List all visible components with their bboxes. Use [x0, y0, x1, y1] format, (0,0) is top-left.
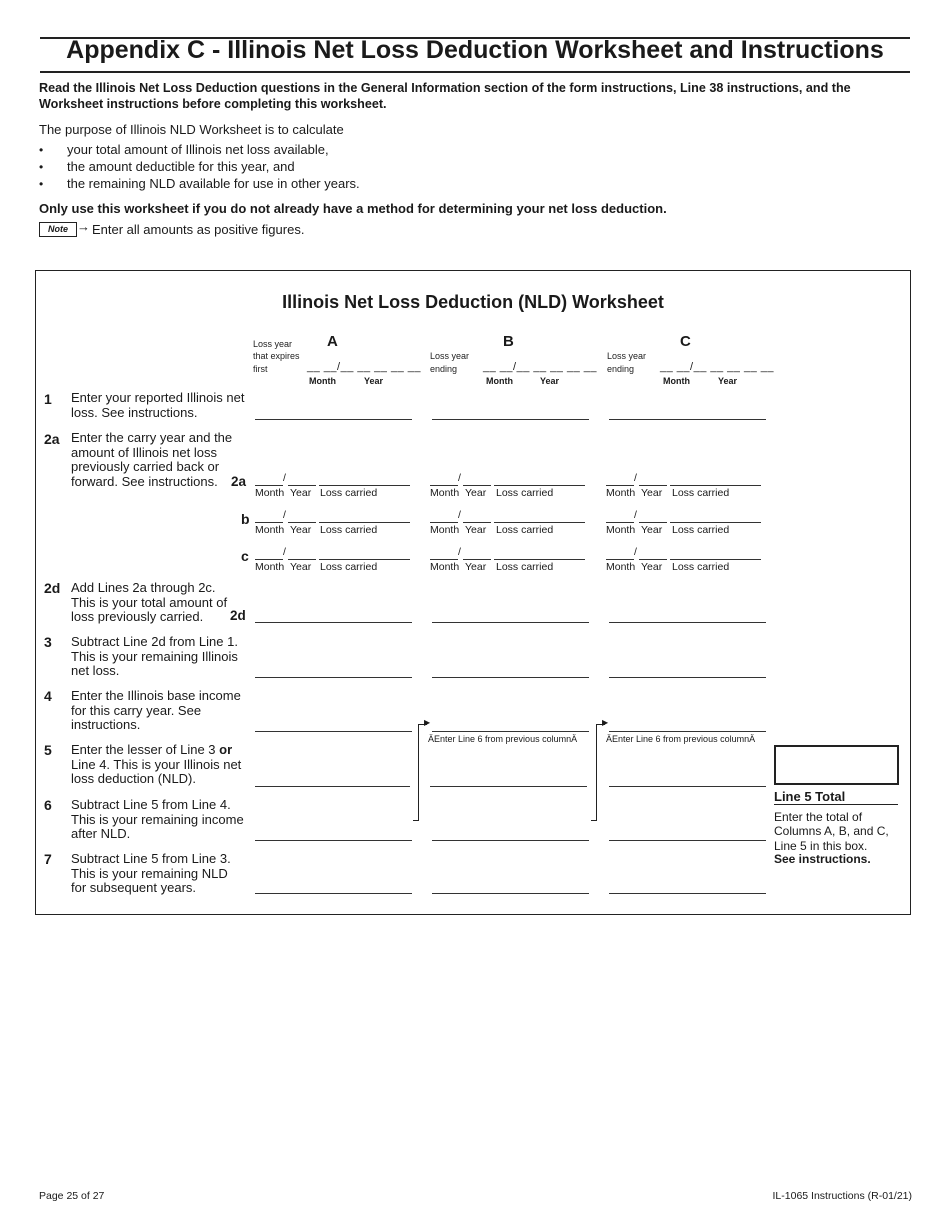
enter-prev-mark: Ä: [571, 734, 578, 744]
line-3-col-c-field[interactable]: [609, 677, 766, 678]
line-5-text-before: Enter the lesser of Line 3: [71, 742, 216, 757]
line-7-col-b-field[interactable]: [432, 893, 589, 894]
line-5-number: 5: [44, 742, 52, 758]
form-revision: IL-1065 Instructions (R-01/21): [772, 1190, 912, 1202]
carry-2b-c-year-field[interactable]: [639, 522, 667, 523]
line-1-col-a-field[interactable]: [255, 419, 412, 420]
line-2d-text: Add Lines 2a through 2c. This is your total amount of loss previously carried.: [71, 580, 228, 624]
column-a-loss-label: that expires: [253, 351, 300, 361]
loss-carried-label: Loss carried: [672, 524, 730, 536]
month-label: Month: [255, 561, 285, 573]
column-a-month-label: Month: [309, 376, 336, 386]
year-label: Year: [641, 524, 663, 536]
line-3-col-b-field[interactable]: [432, 677, 589, 678]
carry-2c-a-loss-field[interactable]: [319, 559, 410, 560]
enter-prev-mark: Ä: [428, 734, 435, 744]
purpose-text: The purpose of Illinois NLD Worksheet is to calculate: [39, 122, 344, 137]
year-label: Year: [465, 487, 487, 499]
month-label: Month: [606, 487, 636, 499]
bracket-b-vertical: [418, 724, 419, 821]
line-2d-col-b-field[interactable]: [432, 622, 589, 623]
column-b-month-label: Month: [486, 376, 513, 386]
carry-2c-b-loss-field[interactable]: [494, 559, 585, 560]
line-5-total-text: Enter the total of Columns A, B, and C, Line 5 in this box.: [774, 810, 889, 853]
carry-2a-a-year-field[interactable]: [288, 485, 316, 486]
enter-prev-mark: Ä: [606, 734, 613, 744]
line-3-col-a-field[interactable]: [255, 677, 412, 678]
carry-2c-a-year-field[interactable]: [288, 559, 316, 560]
page-number: Page 25 of 27: [39, 1190, 105, 1202]
column-b-date-field[interactable]: __ __/__ __ __ __ __: [483, 361, 597, 373]
carry-2b-b-year-field[interactable]: [463, 522, 491, 523]
line-4-col-b-field[interactable]: [432, 731, 589, 732]
line-2a-text: Enter the carry year and the amount of Illinois net loss previously carried back or forward. See instructions.: [71, 430, 233, 489]
line-6-col-b-field[interactable]: [432, 840, 589, 841]
line-2b-letter: b: [241, 511, 250, 527]
date-separator: /: [458, 472, 461, 484]
year-label: Year: [290, 524, 312, 536]
year-label: Year: [465, 561, 487, 573]
date-separator: /: [634, 546, 637, 558]
line-7-col-a-field[interactable]: [255, 893, 412, 894]
carry-2a-b-loss-field[interactable]: [494, 485, 585, 486]
column-c-year-label: Year: [718, 376, 738, 386]
worksheet-title: Illinois Net Loss Deduction (NLD) Worksheet: [282, 292, 664, 312]
carry-2b-a-year-field[interactable]: [288, 522, 316, 523]
enter-prev-mark: Ä: [749, 734, 756, 744]
bullet-marker: •: [39, 177, 44, 191]
column-c-loss-label: Loss year: [607, 351, 647, 361]
date-separator: /: [283, 509, 286, 521]
bullet-marker: •: [39, 143, 44, 157]
bracket-b-arrow-icon: ▶: [424, 718, 431, 727]
page-title: Appendix C - Illinois Net Loss Deduction Worksheet and Instructions: [66, 36, 884, 64]
date-separator: /: [634, 472, 637, 484]
line-2a-suffix: 2a: [231, 474, 247, 489]
year-label: Year: [290, 487, 312, 499]
line-6-col-c-field[interactable]: [609, 840, 766, 841]
line-5-total-heading: Line 5 Total: [774, 789, 846, 804]
line-5-total-box[interactable]: [774, 745, 899, 785]
line-5-total-see-instructions: See instructions.: [774, 852, 871, 866]
date-separator: /: [458, 509, 461, 521]
loss-carried-label: Loss carried: [672, 487, 730, 499]
month-label: Month: [430, 561, 460, 573]
column-letter-b: B: [503, 333, 514, 350]
note-text: Enter all amounts as positive figures.: [92, 222, 305, 237]
column-b-loss-label: Loss year: [430, 351, 470, 361]
column-c-month-label: Month: [663, 376, 690, 386]
carry-2c-b-year-field[interactable]: [463, 559, 491, 560]
line-1-text: Enter your reported Illinois net loss. See instructions.: [71, 390, 245, 420]
line-5-text-after: Line 4. This is your Illinois net loss deduction (NLD).: [71, 756, 242, 786]
bracket-c-bottom: [591, 820, 597, 821]
month-label: Month: [255, 487, 285, 499]
bullet-item: the amount deductible for this year, and: [67, 159, 295, 174]
column-a-loss-label: first: [253, 364, 268, 374]
line-1-col-b-field[interactable]: [432, 419, 589, 420]
line-4-text: Enter the Illinois base income for this carry year. See instructions.: [71, 688, 241, 732]
year-label: Year: [641, 561, 663, 573]
note-arrow-icon: →: [77, 219, 90, 234]
bracket-c-arrow-icon: ▶: [602, 718, 609, 727]
bullet-item: the remaining NLD available for use in other years.: [67, 176, 360, 191]
carry-2a-a-loss-field[interactable]: [319, 485, 410, 486]
line-6-col-a-field[interactable]: [255, 840, 412, 841]
bracket-b-bottom: [413, 820, 419, 821]
bracket-c-vertical: [596, 724, 597, 821]
line-5-total-rule: [774, 804, 898, 805]
carry-2b-c-loss-field[interactable]: [670, 522, 761, 523]
line-3-number: 3: [44, 634, 52, 650]
carry-2a-c-year-field[interactable]: [639, 485, 667, 486]
date-separator: /: [458, 546, 461, 558]
date-separator: /: [283, 546, 286, 558]
date-separator: /: [634, 509, 637, 521]
carry-2a-a-month-field[interactable]: [255, 485, 283, 486]
column-letter-c: C: [680, 333, 691, 350]
carry-2c-c-year-field[interactable]: [639, 559, 667, 560]
year-label: Year: [290, 561, 312, 573]
loss-carried-label: Loss carried: [496, 524, 554, 536]
enter-prev-text: Enter Line 6 from previous column: [434, 734, 572, 744]
column-c-date-field[interactable]: __ __/__ __ __ __ __: [660, 361, 774, 373]
line-5-col-a-field[interactable]: [255, 786, 410, 787]
carry-2b-b-month-field[interactable]: [430, 522, 458, 523]
column-letter-a: A: [327, 333, 338, 350]
year-label: Year: [465, 524, 487, 536]
line-5-col-c-field[interactable]: [609, 786, 766, 787]
line-2d-number: 2d: [44, 580, 61, 596]
month-label: Month: [255, 524, 285, 536]
line-2d-col-a-field[interactable]: [255, 622, 412, 623]
only-use-note: Only use this worksheet if you do not already have a method for determining your net loss deduction.: [39, 201, 667, 216]
enter-prev-note-c: [606, 734, 755, 744]
line-1-number: 1: [44, 391, 52, 407]
line-2d-suffix: 2d: [230, 608, 246, 623]
loss-carried-label: Loss carried: [672, 561, 730, 573]
line-4-number: 4: [44, 688, 52, 704]
line-5-text: [71, 743, 251, 787]
note-badge: Note: [39, 222, 77, 237]
carry-2a-c-month-field[interactable]: [606, 485, 634, 486]
carry-2c-b-month-field[interactable]: [430, 559, 458, 560]
enter-prev-note-b: [428, 734, 577, 744]
month-label: Month: [606, 524, 636, 536]
month-label: Month: [606, 561, 636, 573]
loss-carried-label: Loss carried: [496, 561, 554, 573]
carry-2a-c-loss-field[interactable]: [670, 485, 761, 486]
line-2d-col-c-field[interactable]: [609, 622, 766, 623]
carry-2a-b-month-field[interactable]: [430, 485, 458, 486]
month-label: Month: [430, 487, 460, 499]
bullet-item: your total amount of Illinois net loss available,: [67, 142, 329, 157]
intro-instructions: Read the Illinois Net Loss Deduction questions in the General Information section of the form instructions, Line 38 instructions, and the Worksheet instructions before completing this worksheet.: [39, 81, 851, 111]
loss-carried-label: Loss carried: [320, 487, 378, 499]
line-7-col-c-field[interactable]: [609, 893, 766, 894]
line-6-text: Subtract Line 5 from Line 4. This is your remaining income after NLD.: [71, 797, 244, 841]
column-c-loss-label: ending: [607, 364, 635, 374]
line-7-text: Subtract Line 5 from Line 3. This is your remaining NLD for subsequent years.: [71, 851, 231, 895]
loss-carried-label: Loss carried: [496, 487, 554, 499]
line-1-col-c-field[interactable]: [609, 419, 766, 420]
line-5-col-b-field[interactable]: [430, 786, 587, 787]
line-2a-number: 2a: [44, 431, 60, 447]
loss-carried-label: Loss carried: [320, 561, 378, 573]
line-7-number: 7: [44, 851, 52, 867]
carry-2c-a-month-field[interactable]: [255, 559, 283, 560]
line-4-col-c-field[interactable]: [609, 731, 766, 732]
carry-2b-b-loss-field[interactable]: [494, 522, 585, 523]
line-2c-letter: c: [241, 548, 249, 564]
month-label: Month: [430, 524, 460, 536]
column-a-date-field[interactable]: __ __/__ __ __ __ __: [307, 361, 421, 373]
column-a-year-label: Year: [364, 376, 384, 386]
carry-2b-a-loss-field[interactable]: [319, 522, 410, 523]
carry-2c-c-month-field[interactable]: [606, 559, 634, 560]
carry-2b-a-month-field[interactable]: [255, 522, 283, 523]
date-separator: /: [283, 472, 286, 484]
enter-prev-text: Enter Line 6 from previous column: [612, 734, 750, 744]
carry-2a-b-year-field[interactable]: [463, 485, 491, 486]
column-a-loss-label: Loss year: [253, 339, 293, 349]
carry-2c-c-loss-field[interactable]: [670, 559, 761, 560]
carry-2b-c-month-field[interactable]: [606, 522, 634, 523]
column-b-year-label: Year: [540, 376, 560, 386]
bullet-marker: •: [39, 160, 44, 174]
line-5-text-or: or: [219, 742, 233, 757]
loss-carried-label: Loss carried: [320, 524, 378, 536]
title-rule: [40, 71, 910, 73]
line-6-number: 6: [44, 797, 52, 813]
column-b-loss-label: ending: [430, 364, 458, 374]
line-3-text: Subtract Line 2d from Line 1. This is your remaining Illinois net loss.: [71, 634, 238, 678]
year-label: Year: [641, 487, 663, 499]
line-4-col-a-field[interactable]: [255, 731, 412, 732]
